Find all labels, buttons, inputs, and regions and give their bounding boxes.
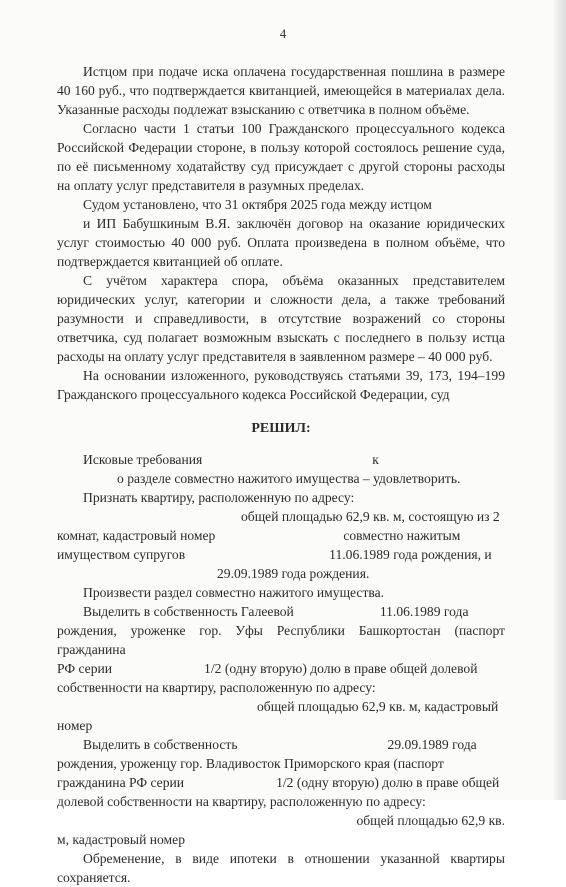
allot1-text-d: РФ серии xyxy=(57,661,113,676)
allot1-text-e: 1/2 (одну вторую) долю в праве общей долевой xyxy=(204,661,478,676)
decision-property-line xyxy=(57,545,505,564)
decision-claims-continued: о разделе совместно нажитого имущества – удовлетворить. xyxy=(117,471,461,486)
cadastral-text: комнат, кадастровый номер xyxy=(57,528,216,543)
decision-allot-second-birthplace: рождения, уроженцу гор. Владивосток Приморского края (паспорт xyxy=(57,756,444,771)
decision-allot-second-address: долевой собственности на квартиру, расположенную по адресу: xyxy=(57,794,426,809)
cadastral-tail-text: совместно нажитым xyxy=(343,528,461,543)
page-number: 4 xyxy=(279,26,287,41)
decision-allot-first-line xyxy=(57,602,505,621)
document-body xyxy=(57,62,505,887)
property-text-a: имуществом супругов xyxy=(57,547,186,562)
allot2-text-b: 29.09.1989 года xyxy=(387,737,477,752)
paragraph-court-established: Судом установлено, что 31 октября 2025 года между истцом xyxy=(83,197,432,212)
decision-allot-first-passport xyxy=(57,659,505,678)
decision-allot-first-address: собственности на квартиру, расположенную по адресу: xyxy=(57,680,376,695)
allot2-text-e: 1/2 (одну вторую) долю в праве общей xyxy=(276,775,500,790)
decision-allot-first-cadastral: номер xyxy=(57,718,93,733)
claims-text-a: Исковые требования xyxy=(83,452,203,467)
paragraph-grounds: На основании изложенного, руководствуясь статьями 39, 173, 194–199 Гражданского процессуального кодекса Российской Федерации, суд xyxy=(57,368,505,402)
paragraph-legal-services-contract: и ИП Бабушкиным В.Я. заключён договор на оказание юридических услуг стоимостью 40 000 руб. Оплата произведена в полном объёме, что подтверждается квитанцией об оплате. xyxy=(57,216,505,269)
allot2-text-a: Выделить в собственность xyxy=(83,737,238,752)
decision-dob-line: 29.09.1989 года рождения. xyxy=(217,566,370,581)
decision-area-line: общей площадью 62,9 кв. м, состоящую из 2 xyxy=(241,509,500,524)
allot2-text-d: гражданина РФ серии xyxy=(57,775,185,790)
decision-allot-second-cadastral: м, кадастровый номер xyxy=(57,832,185,847)
allot1-text-a: Выделить в собственность Галеевой xyxy=(83,604,294,619)
paragraph-reasonableness: С учётом характера спора, объёма оказанных представителем юридических услуг, категории и сложности дела, а также требований разумности и справедливости, в отсутствие возражений со стороны ответчика, суд полагает возможным взыскать с последнего в пользу истца расходы на оплату услуг представителя в заявленном размере – 40 000 руб. xyxy=(57,273,505,364)
claims-text-b: к xyxy=(372,452,379,467)
decision-divide: Произвести раздел совместно нажитого имущества. xyxy=(83,585,385,600)
decision-cadastral-line xyxy=(57,526,505,545)
decision-claims xyxy=(57,450,505,469)
decision-encumbrance: Обременение, в виде ипотеки в отношении указанной квартиры сохраняется. xyxy=(57,851,505,885)
decision-allot-first-birthplace: рождения, уроженке гор. Уфы Республики Башкортостан (паспорт гражданина xyxy=(57,623,505,657)
paragraph-state-duty: Истцом при подаче иска оплачена государственная пошлина в размере 40 160 руб., что подтверждается квитанцией, имеющейся в материалах дела. Указанные расходы подлежат взысканию с ответчика в полном объёме. xyxy=(57,64,505,117)
property-text-b: 11.06.1989 года рождения, и xyxy=(329,547,492,562)
paragraph-article-100: Согласно части 1 статьи 100 Гражданского процессуального кодекса Российской Федерации стороне, в пользу которой состоялось решение суда, по её письменному ходатайству суд присуждает с другой стороны расходы на оплату услуг представителя в разумных пределах. xyxy=(57,121,505,193)
decision-allot-second-passport xyxy=(57,773,505,792)
decision-allot-first-area: общей площадью 62,9 кв. м, кадастровый xyxy=(257,699,499,714)
decision-allot-second-line xyxy=(57,735,505,754)
decision-title: РЕШИЛ: xyxy=(251,421,311,436)
decision-recognize: Признать квартиру, расположенную по адресу: xyxy=(83,490,355,505)
decision-allot-second-area: общей площадью 62,9 кв. xyxy=(356,813,505,828)
allot1-text-b: 11.06.1989 года xyxy=(379,604,469,619)
page-edge-shadow xyxy=(552,0,566,800)
